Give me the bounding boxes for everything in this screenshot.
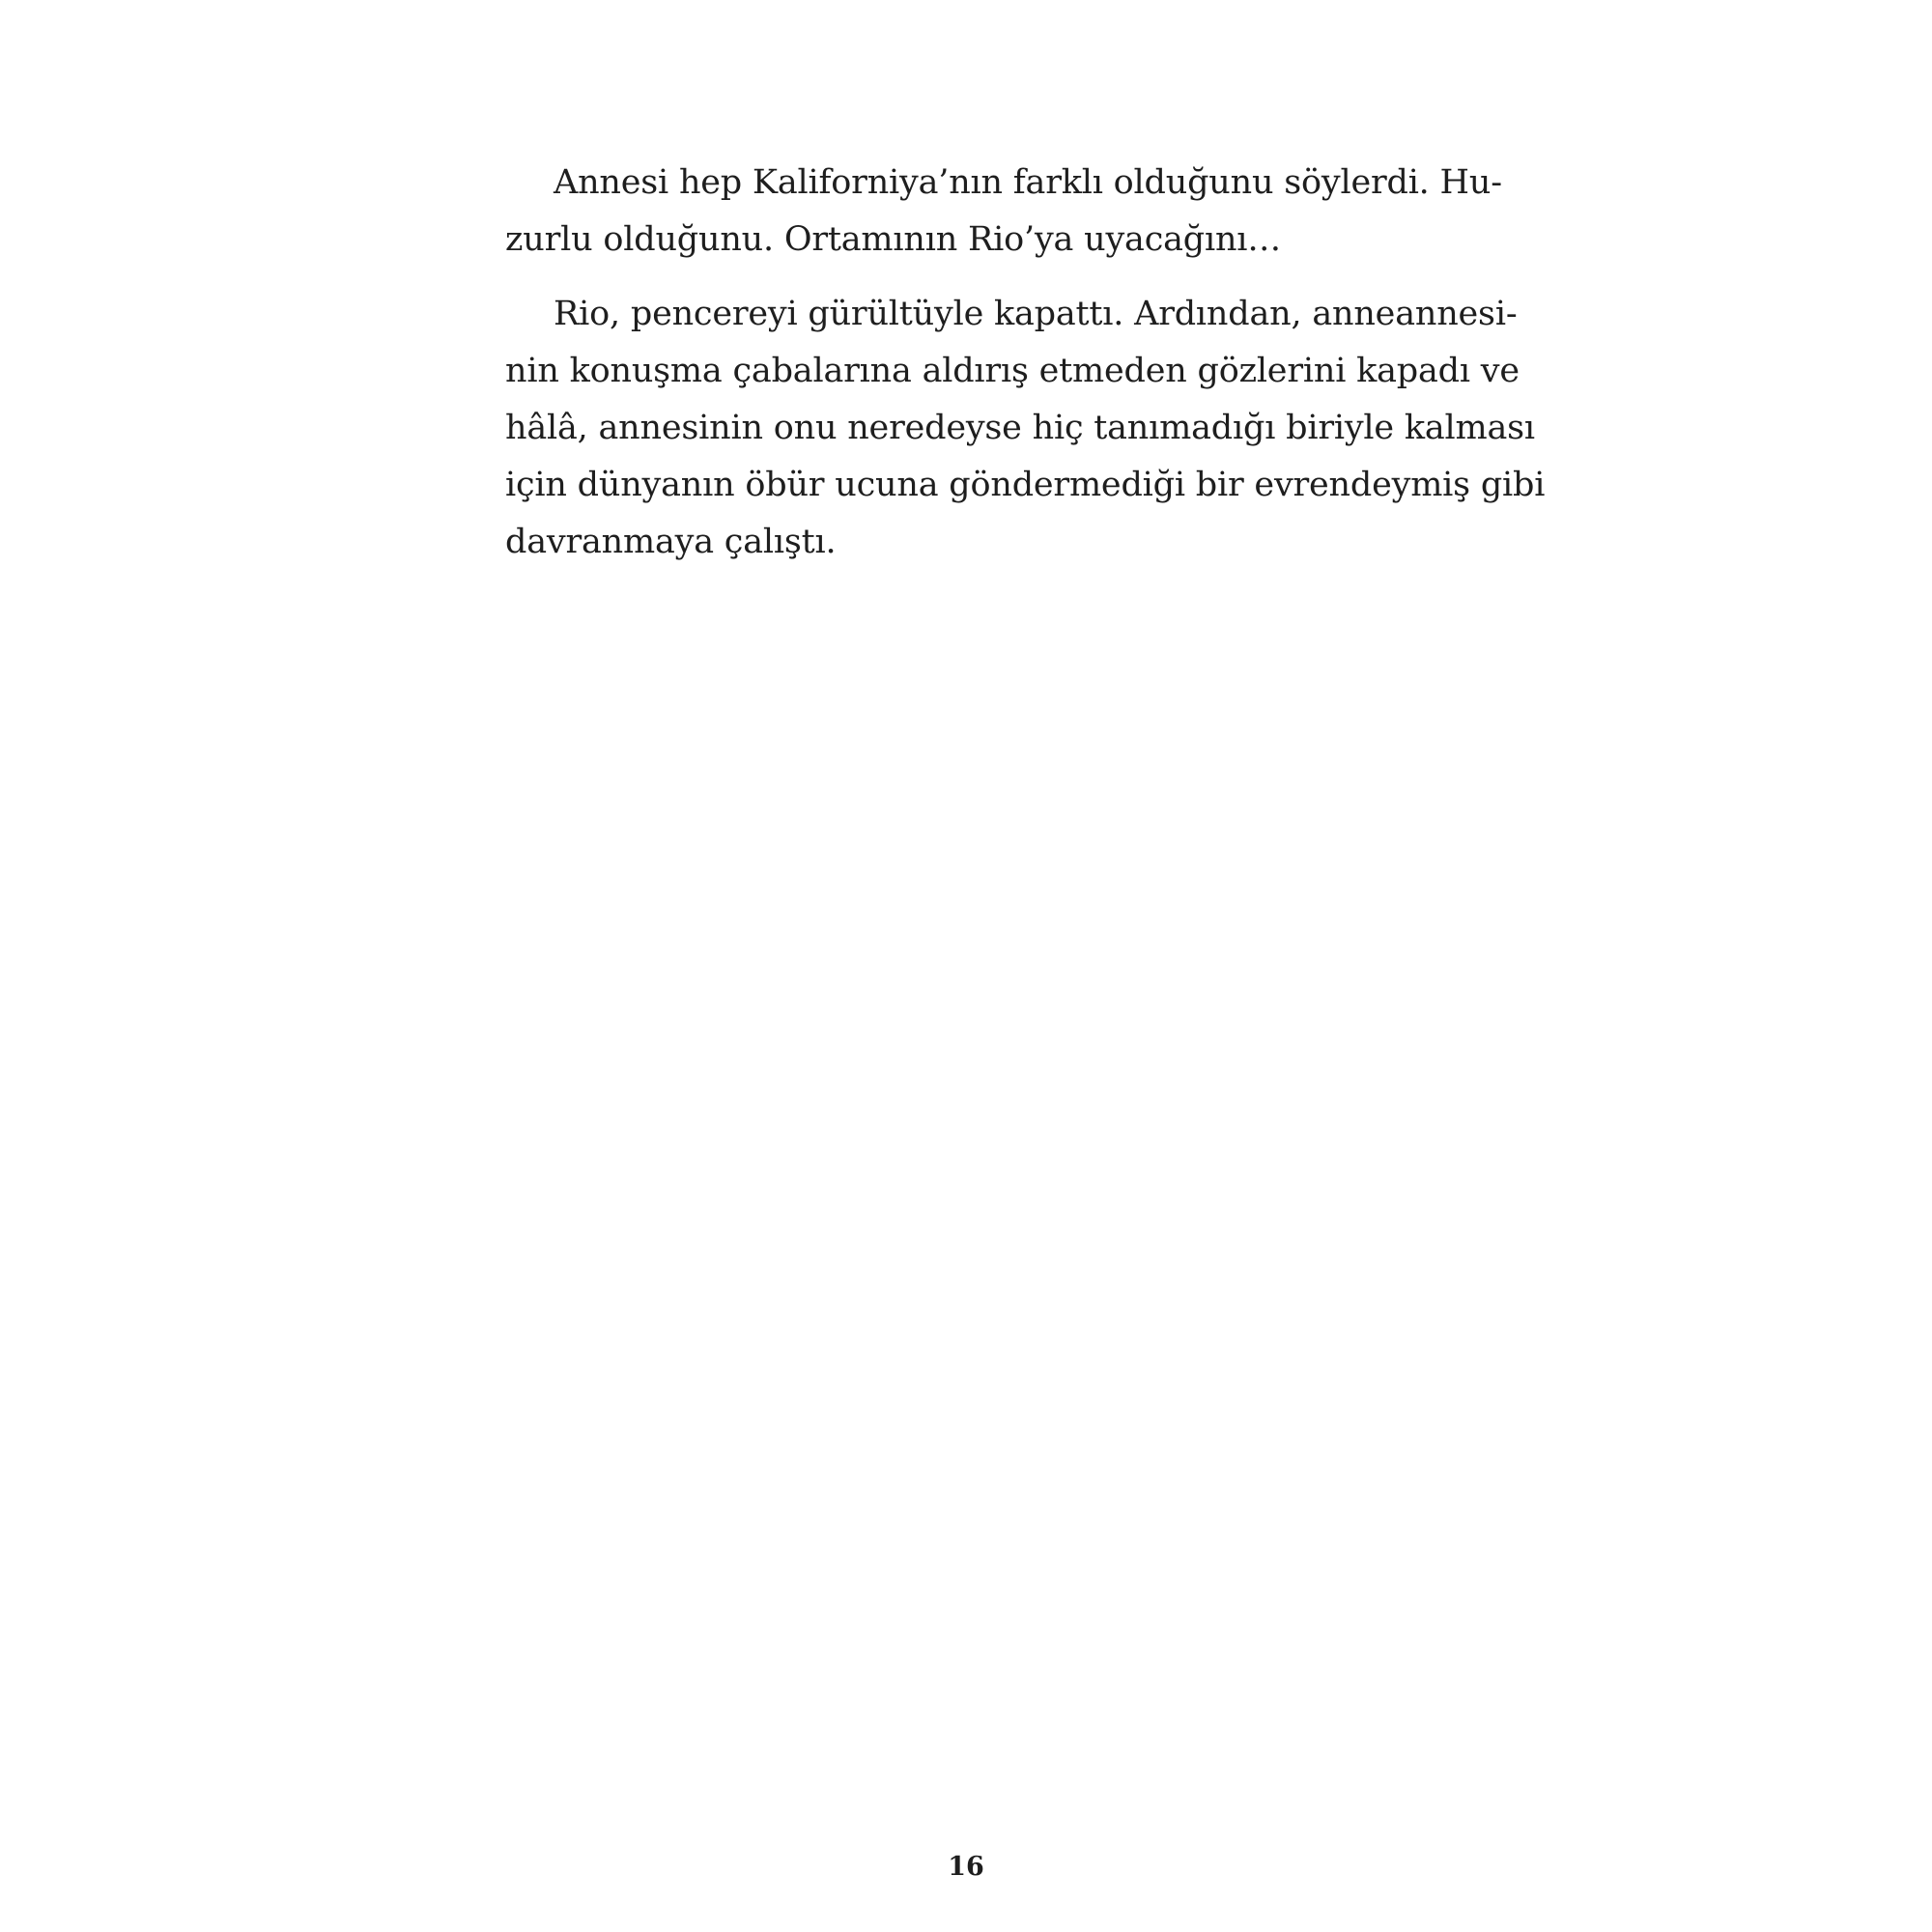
page-number: 16 xyxy=(948,1852,984,1882)
paragraph-2-line-5: davranmaya çalıştı. xyxy=(505,523,837,561)
paragraph-2 xyxy=(505,286,1546,571)
body-text xyxy=(505,155,1546,571)
paragraph-2-line-1: Rio, pencereyi gürültüyle kapattı. Ardından, anneannesi- xyxy=(554,295,1518,333)
paragraph-2-line-4: için dünyanın öbür ucuna göndermediği bir evrendeymiş gibi xyxy=(505,466,1546,504)
paragraph-2-line-3: hâlâ, annesinin onu neredeyse hiç tanımadığı biriyle kalması xyxy=(505,409,1535,447)
paragraph-1-line-2: zurlu olduğunu. Ortamının Rio’ya uyacağını… xyxy=(505,220,1282,259)
paragraph-2-line-2: nin konuşma çabalarına aldırış etmeden gözlerini kapadı ve xyxy=(505,352,1520,390)
paragraph-1 xyxy=(505,155,1502,269)
paragraph-1-line-1: Annesi hep Kaliforniya’nın farklı olduğunu söylerdi. Hu- xyxy=(554,163,1502,202)
